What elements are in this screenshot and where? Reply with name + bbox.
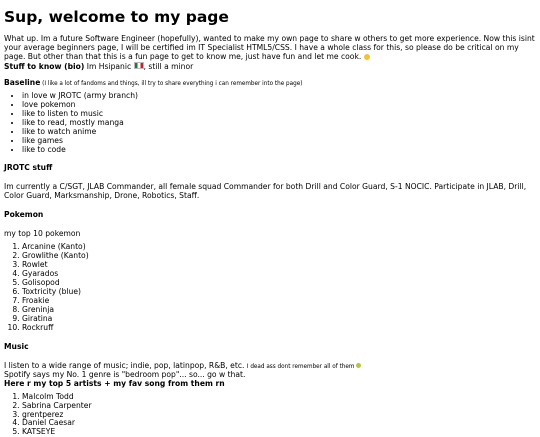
baseline-heading: Baseline xyxy=(4,77,41,87)
list-item: 6. Toxtricity (blue) xyxy=(22,288,536,297)
list-item: 5. Golisopod xyxy=(22,279,536,288)
music-text: I listen to a wide range of music; indie, pop, latinpop, R&B, etc. xyxy=(4,360,247,370)
list-item: 2. Sabrina Carpenter xyxy=(22,402,536,411)
list-item: 1. Arcanine (Kanto) xyxy=(22,243,536,252)
list-item: • love pokemon xyxy=(22,101,536,110)
pokemon-list xyxy=(4,243,536,333)
bio-label: Stuff to know (bio) xyxy=(4,61,85,71)
music-text2: Spotify says my No. 1 genre is "bedroom pop"... so... go w that. xyxy=(4,369,246,379)
list-item: 3. grentperez xyxy=(22,411,536,420)
music-small-note: I dead ass dont remember all of them xyxy=(246,363,357,370)
list-item: 7. Froakie xyxy=(22,297,536,306)
list-item: 3. Rowlet xyxy=(22,261,536,270)
list-item: 9. Giratina xyxy=(22,315,536,324)
list-item: • like to read, mostly manga xyxy=(22,119,536,128)
page-title: Sup, welcome to my page xyxy=(4,8,229,26)
list-item: • like to watch anime xyxy=(22,128,536,137)
mexico-flag-icon xyxy=(134,62,144,69)
list-item: 8. Greninja xyxy=(22,306,536,315)
intro-text: What up. Im a future Software Engineer (hopefully), wanted to make my own page to share w others to get more experience. Now this isint your average beginners page, I will be certified im IT Specialist HTML5/CSS. I have a whole class for this, so please do be critical on my page. But other than that this is a fun page to get to know me, just have fun and let me cook. xyxy=(4,34,535,61)
jrotc-heading: JROTC stuff xyxy=(4,163,53,173)
list-item: 1. Malcolm Todd xyxy=(22,393,536,402)
list-item: 5. KATSEYE xyxy=(22,428,536,437)
list-item: • like to listen to music xyxy=(22,110,536,119)
jrotc-text: Im currently a C/SGT, JLAB Commander, all female squad Commander for both Drill and Color Guard, S-1 NOCIC. Participate in JLAB, Drill, Color Guard, Marksmanship, Drone, Robotics, Staff. xyxy=(4,182,527,201)
artists-heading: Here r my top 5 artists + my fav song from them rn xyxy=(4,378,225,388)
smiling-face-icon xyxy=(364,54,370,60)
list-item: 4. Gyarados xyxy=(22,270,536,279)
artists-list xyxy=(4,393,536,437)
list-item: 10. Rockruff xyxy=(22,324,536,333)
baseline-list xyxy=(4,92,536,155)
pokemon-subtitle: my top 10 pokemon xyxy=(4,229,81,239)
list-item: 4. Daniel Caesar xyxy=(22,419,536,428)
baseline-note: (I like a lot of fandoms and things, ill try to share everything i can remember into the page) xyxy=(40,80,303,87)
intro-paragraph xyxy=(4,35,536,72)
music-heading: Music xyxy=(4,341,29,351)
list-item: • like to code xyxy=(22,146,536,155)
pokemon-heading: Pokemon xyxy=(4,210,44,220)
bio-text-a: Im Hsipanic xyxy=(84,61,134,71)
music-paragraph xyxy=(4,362,536,389)
baseline-line xyxy=(4,79,536,88)
list-item: • in love w JROTC (army branch) xyxy=(22,92,536,101)
crying-face-icon xyxy=(356,363,361,368)
list-item: 2. Growlithe (Kanto) xyxy=(22,252,536,261)
bio-text-b: , still a minor xyxy=(143,61,194,71)
list-item: • like games xyxy=(22,137,536,146)
